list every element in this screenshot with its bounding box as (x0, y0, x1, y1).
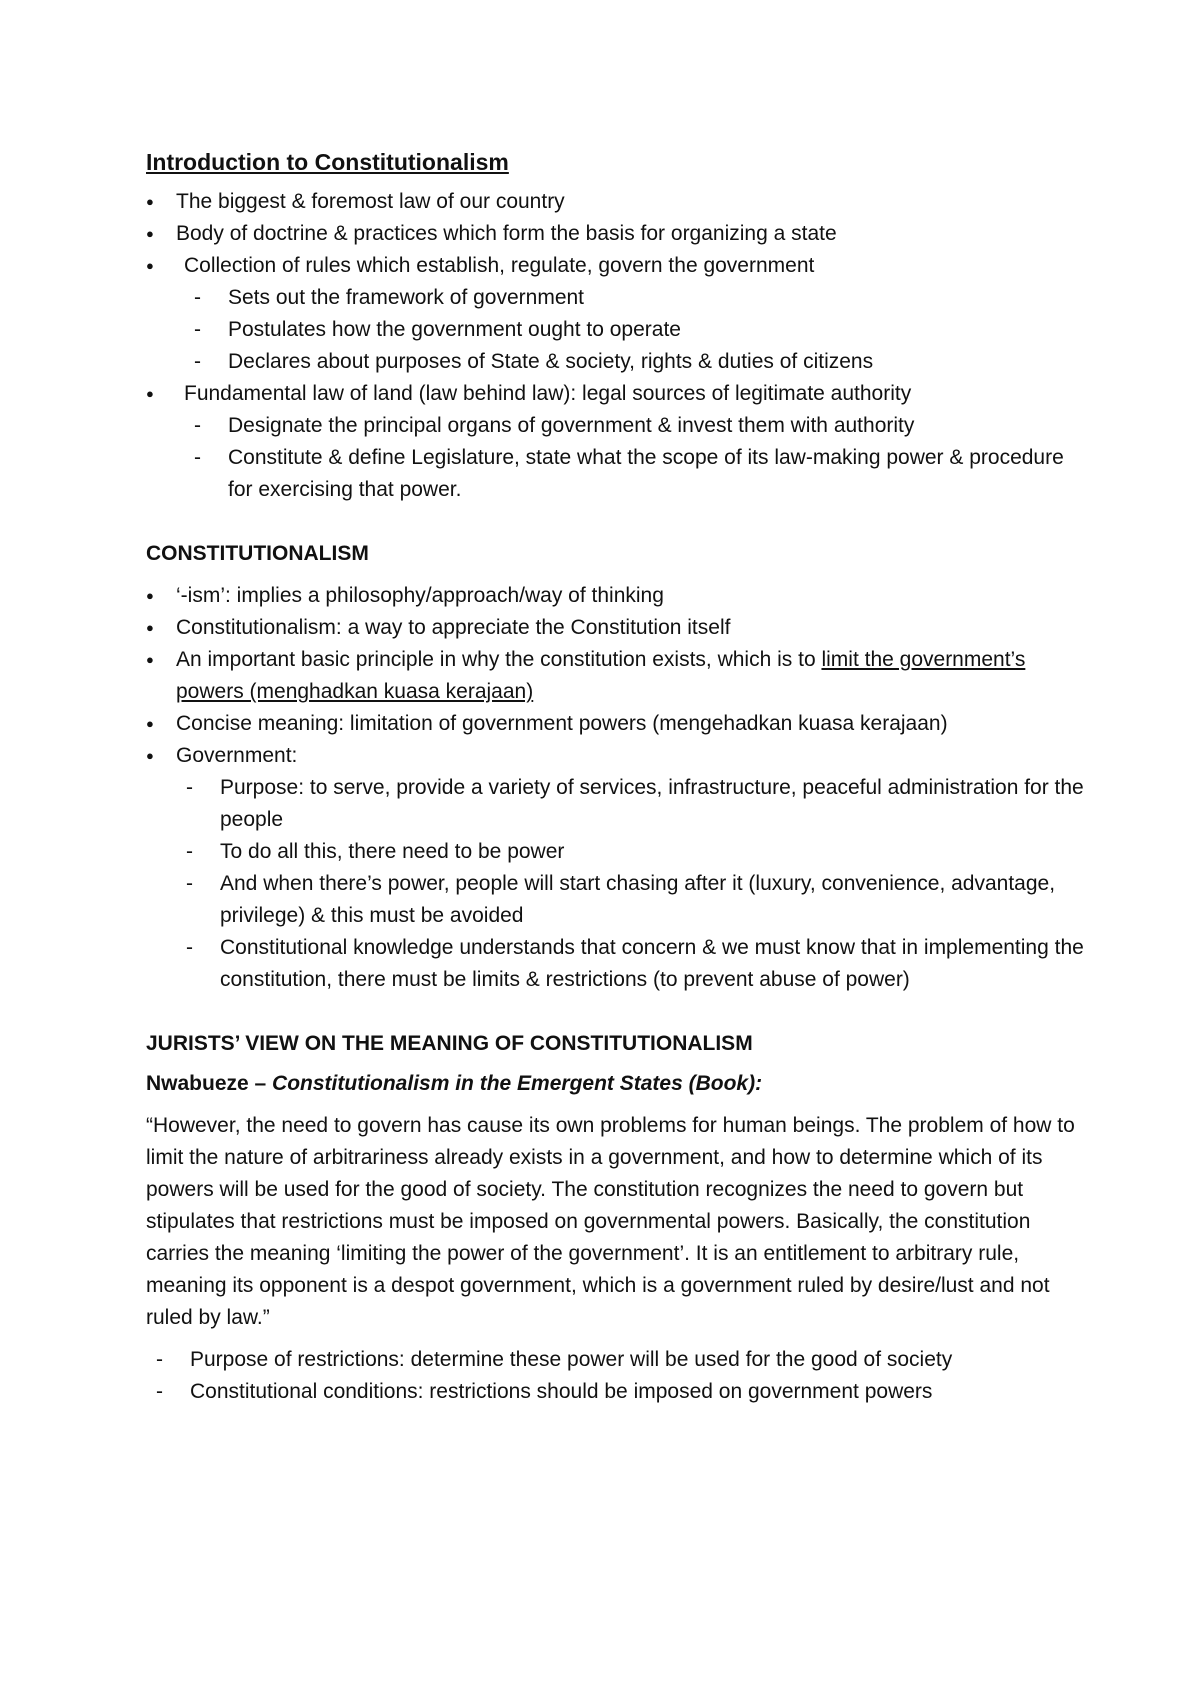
list-item: - Constitutional conditions: restrictions should be imposed on government powers (154, 1376, 1086, 1408)
list-item: - Constitute & define Legislature, state what the scope of its law-making power & procedure for exercising that power. (192, 442, 1086, 506)
fundamental-subpoints (184, 410, 1086, 506)
list-item: - Sets out the framework of government (192, 282, 1086, 314)
book-title: Constitutionalism in the Emergent States (Book): (272, 1072, 763, 1095)
list-item (146, 250, 1086, 378)
quotation-paragraph: “However, the need to govern has cause its own problems for human beings. The problem of how to limit the nature of arbitrariness already exists in a government, and how to determine which of its powers will be used for the good of society. The constitution recognizes the need to govern but stipulates that restrictions must be imposed on governmental powers. Basically, the constitution carries the meaning ‘limiting the power of the government’. It is an entitlement to arbitrary rule, meaning its opponent is a despot government, which is a government ruled by desire/lust and not ruled by law.” (146, 1114, 1075, 1329)
intro-bullet-list (146, 186, 1086, 506)
list-item: ● Concise meaning: limitation of government powers (mengehadkan kuasa kerajaan) (146, 708, 1086, 740)
principle-text: An important basic principle in why the constitution exists, which is to (176, 648, 822, 671)
source-citation (146, 1068, 1086, 1100)
list-item: - Postulates how the government ought to operate (192, 314, 1086, 346)
collection-subpoints (184, 282, 1086, 378)
document-page (146, 146, 1086, 1408)
list-item (146, 740, 1086, 996)
list-item: ● ‘-ism’: implies a philosophy/approach/way of thinking (146, 580, 1086, 612)
constitutionalism-bullet-list (146, 580, 1086, 996)
list-item: - And when there’s power, people will start chasing after it (luxury, convenience, advantage, privilege) & this must be avoided (184, 868, 1086, 932)
list-item: ● The biggest & foremost law of our country (146, 186, 1086, 218)
list-item (146, 644, 1086, 708)
list-item-text: Collection of rules which establish, regulate, govern the government (184, 254, 815, 277)
list-item: - To do all this, there need to be power (184, 836, 1086, 868)
constitutionalism-heading: CONSTITUTIONALISM (146, 542, 369, 565)
principle-underlined-text: limit the government’s powers (menghadkan kuasa kerajaan) (176, 648, 1026, 703)
jurists-points (146, 1344, 1086, 1408)
government-subpoints (176, 772, 1086, 996)
list-item-text: Government: (176, 744, 298, 767)
author-name: Nwabueze – (146, 1072, 273, 1095)
list-item: - Declares about purposes of State & society, rights & duties of citizens (192, 346, 1086, 378)
intro-title: Introduction to Constitutionalism (146, 149, 509, 175)
list-item (146, 378, 1086, 506)
list-item: - Purpose: to serve, provide a variety of services, infrastructure, peaceful administration for the people (184, 772, 1086, 836)
jurists-heading: JURISTS’ VIEW ON THE MEANING OF CONSTITUTIONALISM (146, 1032, 753, 1055)
list-item: - Purpose of restrictions: determine these power will be used for the good of society (154, 1344, 1086, 1376)
list-item: - Designate the principal organs of government & invest them with authority (192, 410, 1086, 442)
list-item: ● Body of doctrine & practices which form the basis for organizing a state (146, 218, 1086, 250)
list-item-text: Fundamental law of land (law behind law): legal sources of legitimate authority (184, 382, 912, 405)
list-item: - Constitutional knowledge understands that concern & we must know that in implementing the constitution, there must be limits & restrictions (to prevent abuse of power) (184, 932, 1086, 996)
list-item: ● Constitutionalism: a way to appreciate the Constitution itself (146, 612, 1086, 644)
